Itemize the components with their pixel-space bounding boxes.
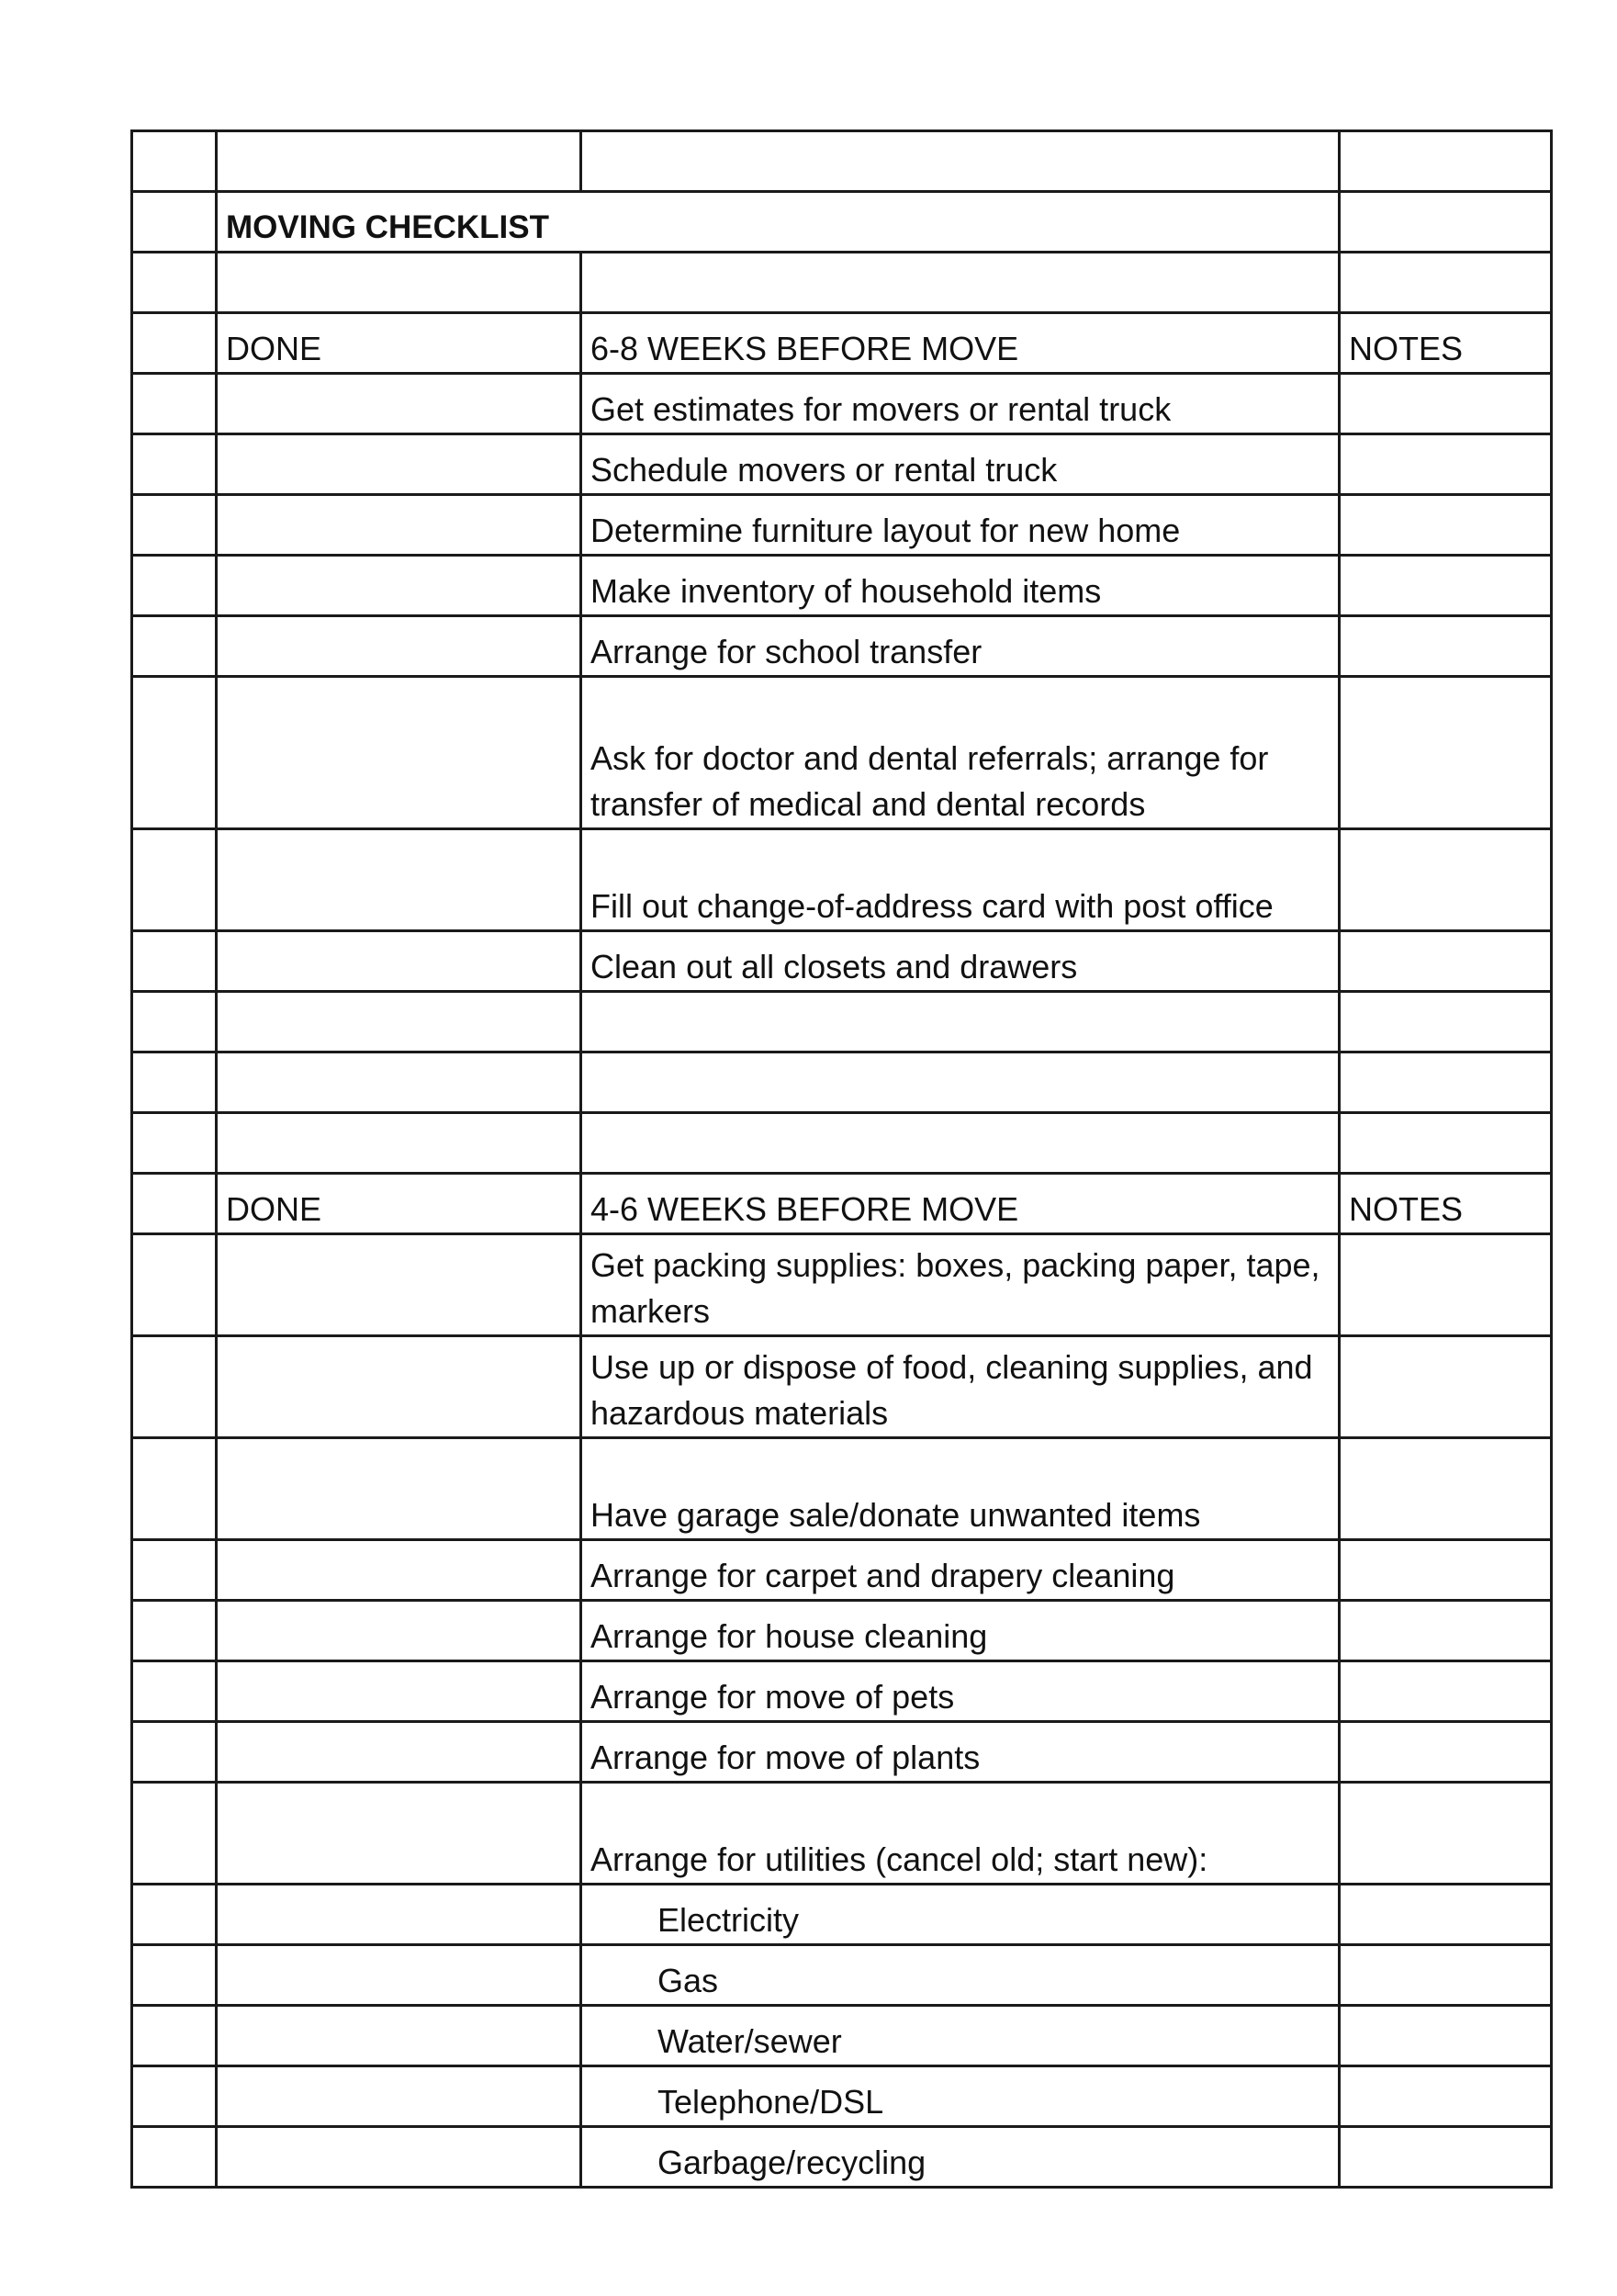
cell xyxy=(217,1113,581,1174)
checklist-item: Clean out all closets and drawers xyxy=(581,931,1340,992)
done-checkbox-cell[interactable] xyxy=(217,1336,581,1438)
done-checkbox-cell[interactable] xyxy=(217,1945,581,2006)
checklist-item: Schedule movers or rental truck xyxy=(581,434,1340,495)
cell xyxy=(1340,1052,1552,1113)
notes-cell[interactable] xyxy=(1340,1783,1552,1885)
cell xyxy=(132,495,217,556)
done-checkbox-cell[interactable] xyxy=(217,1234,581,1336)
notes-cell[interactable] xyxy=(1340,829,1552,931)
checklist-row xyxy=(132,931,1552,992)
notes-cell[interactable] xyxy=(1340,1601,1552,1661)
checklist-item: Arrange for move of pets xyxy=(581,1661,1340,1722)
checklist-row xyxy=(132,1234,1552,1336)
checklist-subitem-row xyxy=(132,2066,1552,2127)
cell xyxy=(132,192,217,253)
cell xyxy=(132,253,217,313)
notes-cell[interactable] xyxy=(1340,1722,1552,1783)
checklist-row xyxy=(132,556,1552,616)
cell xyxy=(132,616,217,677)
notes-cell[interactable] xyxy=(1340,1540,1552,1601)
checklist-item: Arrange for move of plants xyxy=(581,1722,1340,1783)
cell xyxy=(132,1052,217,1113)
cell xyxy=(132,829,217,931)
done-checkbox-cell[interactable] xyxy=(217,1722,581,1783)
cell xyxy=(132,1336,217,1438)
checklist-row xyxy=(132,1540,1552,1601)
checklist-subitem: Garbage/recycling xyxy=(581,2127,1340,2188)
notes-cell[interactable] xyxy=(1340,1336,1552,1438)
section-header-row xyxy=(132,313,1552,374)
checklist-row xyxy=(132,829,1552,931)
checklist-row xyxy=(132,1336,1552,1438)
checklist-item: Fill out change-of-address card with post office xyxy=(581,829,1340,931)
notes-cell[interactable] xyxy=(1340,556,1552,616)
checklist-subitem-row xyxy=(132,2127,1552,2188)
cell xyxy=(581,1052,1340,1113)
done-checkbox-cell[interactable] xyxy=(217,616,581,677)
notes-cell[interactable] xyxy=(1340,616,1552,677)
done-checkbox-cell[interactable] xyxy=(217,495,581,556)
cell xyxy=(217,1052,581,1113)
checklist-item: Arrange for school transfer xyxy=(581,616,1340,677)
checklist-row xyxy=(132,1601,1552,1661)
done-checkbox-cell[interactable] xyxy=(217,1885,581,1945)
cell xyxy=(132,374,217,434)
section-header-row xyxy=(132,1174,1552,1234)
notes-cell[interactable] xyxy=(1340,1234,1552,1336)
cell xyxy=(581,992,1340,1052)
notes-cell[interactable] xyxy=(1340,1885,1552,1945)
notes-cell[interactable] xyxy=(1340,1945,1552,2006)
cell xyxy=(132,2066,217,2127)
done-checkbox-cell[interactable] xyxy=(217,1783,581,1885)
cell xyxy=(581,253,1340,313)
checklist-subitem: Gas xyxy=(581,1945,1340,2006)
cell xyxy=(132,677,217,829)
done-checkbox-cell[interactable] xyxy=(217,434,581,495)
notes-cell[interactable] xyxy=(1340,1661,1552,1722)
cell xyxy=(132,131,217,192)
cell xyxy=(132,931,217,992)
notes-cell[interactable] xyxy=(1340,677,1552,829)
checklist-subitem: Water/sewer xyxy=(581,2006,1340,2066)
checklist-item: Use up or dispose of food, cleaning supplies, and hazardous materials xyxy=(581,1336,1340,1438)
cell xyxy=(132,1174,217,1234)
cell xyxy=(132,1601,217,1661)
done-column-header: DONE xyxy=(217,1174,581,1234)
checklist-item: Arrange for utilities (cancel old; start new): xyxy=(581,1783,1340,1885)
blank-row xyxy=(132,253,1552,313)
notes-column-header: NOTES xyxy=(1340,313,1552,374)
cell xyxy=(217,131,581,192)
done-checkbox-cell[interactable] xyxy=(217,556,581,616)
checklist-row xyxy=(132,1722,1552,1783)
checklist-subitem: Telephone/DSL xyxy=(581,2066,1340,2127)
checklist-row xyxy=(132,1783,1552,1885)
checklist-item: Arrange for carpet and drapery cleaning xyxy=(581,1540,1340,1601)
checklist-item: Arrange for house cleaning xyxy=(581,1601,1340,1661)
cell xyxy=(217,992,581,1052)
cell xyxy=(132,1234,217,1336)
notes-cell[interactable] xyxy=(1340,2066,1552,2127)
blank-row xyxy=(132,1113,1552,1174)
cell xyxy=(132,1945,217,2006)
done-checkbox-cell[interactable] xyxy=(217,931,581,992)
checklist-subitem: Electricity xyxy=(581,1885,1340,1945)
checklist-item: Have garage sale/donate unwanted items xyxy=(581,1438,1340,1540)
cell xyxy=(132,992,217,1052)
checklist-item: Get packing supplies: boxes, packing paper, tape, markers xyxy=(581,1234,1340,1336)
checklist-item: Ask for doctor and dental referrals; arrange for transfer of medical and dental records xyxy=(581,677,1340,829)
checklist-row xyxy=(132,1438,1552,1540)
checklist-row xyxy=(132,495,1552,556)
cell xyxy=(132,1885,217,1945)
moving-checklist-table xyxy=(130,129,1553,2189)
cell xyxy=(132,1783,217,1885)
cell xyxy=(1340,131,1552,192)
cell xyxy=(581,1113,1340,1174)
checklist-subitem-row xyxy=(132,1885,1552,1945)
cell xyxy=(132,1113,217,1174)
notes-cell[interactable] xyxy=(1340,374,1552,434)
checklist-item: Make inventory of household items xyxy=(581,556,1340,616)
checklist-row xyxy=(132,1661,1552,1722)
done-checkbox-cell[interactable] xyxy=(217,2066,581,2127)
notes-cell[interactable] xyxy=(1340,434,1552,495)
blank-row xyxy=(132,992,1552,1052)
done-checkbox-cell[interactable] xyxy=(217,829,581,931)
cell xyxy=(217,253,581,313)
checklist-row xyxy=(132,434,1552,495)
cell xyxy=(132,434,217,495)
done-checkbox-cell[interactable] xyxy=(217,677,581,829)
cell xyxy=(132,1722,217,1783)
cell xyxy=(1340,992,1552,1052)
cell xyxy=(1340,192,1552,253)
done-checkbox-cell[interactable] xyxy=(217,1540,581,1601)
cell xyxy=(132,2006,217,2066)
title-row xyxy=(132,192,1552,253)
notes-cell[interactable] xyxy=(1340,1438,1552,1540)
notes-cell[interactable] xyxy=(1340,931,1552,992)
cell xyxy=(132,1540,217,1601)
done-checkbox-cell[interactable] xyxy=(217,2006,581,2066)
done-checkbox-cell[interactable] xyxy=(217,1601,581,1661)
cell xyxy=(132,2127,217,2188)
notes-cell[interactable] xyxy=(1340,2006,1552,2066)
checklist-row xyxy=(132,374,1552,434)
section-heading: 4-6 WEEKS BEFORE MOVE xyxy=(581,1174,1340,1234)
checklist-row xyxy=(132,677,1552,829)
cell xyxy=(132,1661,217,1722)
done-column-header: DONE xyxy=(217,313,581,374)
cell xyxy=(132,556,217,616)
done-checkbox-cell[interactable] xyxy=(217,1438,581,1540)
checklist-subitem-row xyxy=(132,2006,1552,2066)
notes-cell[interactable] xyxy=(1340,495,1552,556)
cell xyxy=(1340,253,1552,313)
cell xyxy=(132,313,217,374)
notes-column-header: NOTES xyxy=(1340,1174,1552,1234)
cell xyxy=(132,1438,217,1540)
blank-row xyxy=(132,131,1552,192)
page-title: MOVING CHECKLIST xyxy=(217,192,1340,253)
section-heading: 6-8 WEEKS BEFORE MOVE xyxy=(581,313,1340,374)
checklist-row xyxy=(132,616,1552,677)
done-checkbox-cell[interactable] xyxy=(217,374,581,434)
checklist-subitem-row xyxy=(132,1945,1552,2006)
blank-row xyxy=(132,1052,1552,1113)
cell xyxy=(1340,1113,1552,1174)
cell xyxy=(581,131,1340,192)
done-checkbox-cell[interactable] xyxy=(217,2127,581,2188)
checklist-item: Determine furniture layout for new home xyxy=(581,495,1340,556)
done-checkbox-cell[interactable] xyxy=(217,1661,581,1722)
checklist-item: Get estimates for movers or rental truck xyxy=(581,374,1340,434)
notes-cell[interactable] xyxy=(1340,2127,1552,2188)
